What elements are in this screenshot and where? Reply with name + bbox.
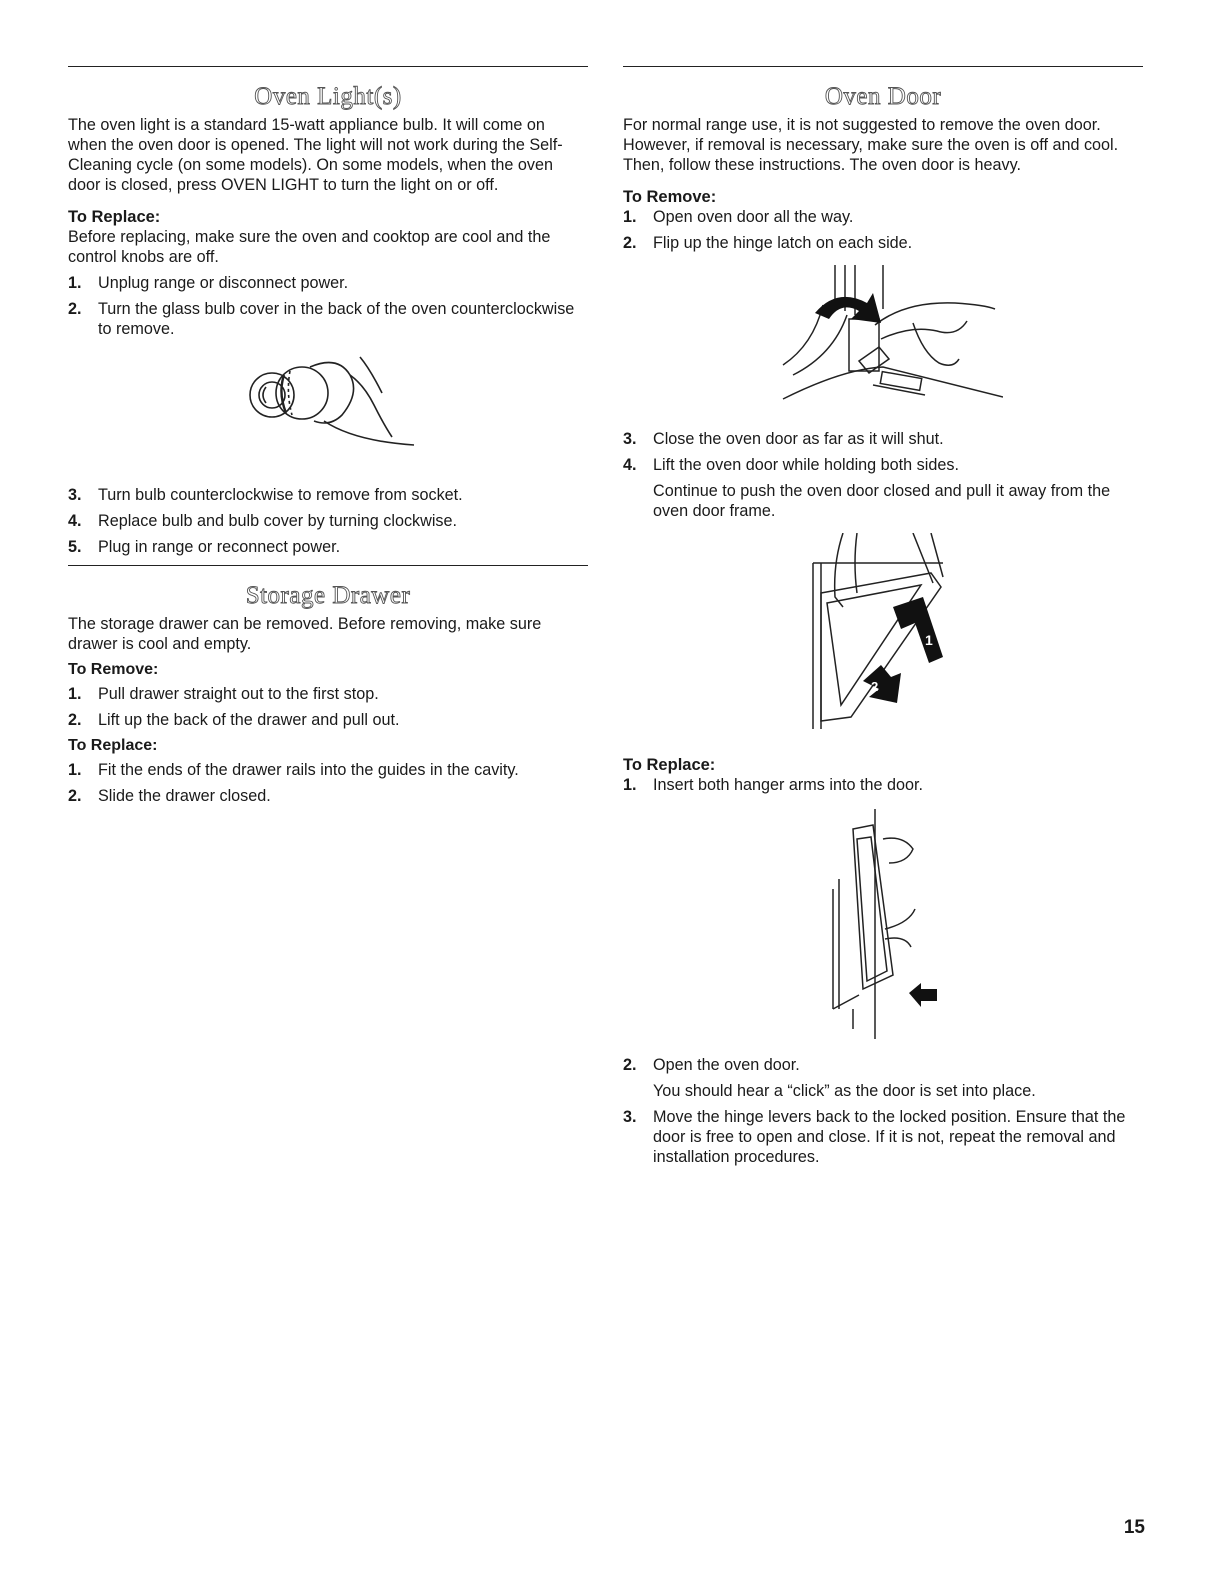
bulb-cover-illustration xyxy=(240,347,440,467)
oven-door-replace-heading: To Replace: xyxy=(623,756,716,774)
list-item: 2. Lift up the back of the drawer and pull out. xyxy=(68,711,400,729)
oven-door-replace-step-2-note: You should hear a “click” as the door is set into place. xyxy=(653,1082,1036,1100)
storage-drawer-replace-steps xyxy=(68,760,588,806)
section-rule xyxy=(68,565,588,566)
storage-drawer-replace-heading: To Replace: xyxy=(68,737,158,754)
lift-arrow-icon xyxy=(893,597,943,663)
oven-door-title: Oven Door xyxy=(824,83,942,110)
hinge-latch-illustration xyxy=(763,265,1003,415)
oven-door-replace-step-1 xyxy=(623,775,1143,795)
list-item: 2. Turn the glass bulb cover in the back of the oven counterclockwise to remove. xyxy=(68,300,575,338)
oven-lights-steps-b xyxy=(68,485,588,557)
storage-drawer-intro: The storage drawer can be removed. Before removing, make sure drawer is cool and empty. xyxy=(68,615,542,653)
list-item: 3. Move the hinge levers back to the locked position. Ensure that the door is free to open and close. If it is not, repeat the removal and installation procedures. xyxy=(623,1108,1126,1166)
list-item: 2. Open the oven door. xyxy=(623,1056,800,1074)
pull-arrow-icon xyxy=(863,665,901,703)
hanger-arms-illustration xyxy=(813,809,953,1039)
oven-lights-replace-note: Before replacing, make sure the oven and cooktop are cool and the control knobs are off. xyxy=(68,228,551,266)
storage-drawer-remove-steps xyxy=(68,684,588,730)
list-item: 3. Turn bulb counterclockwise to remove from socket. xyxy=(68,486,463,504)
oven-lights-replace-heading: To Replace: xyxy=(68,208,161,226)
oven-door-remove-heading: To Remove: xyxy=(623,188,717,206)
oven-lights-title: Oven Light(s) xyxy=(254,83,402,110)
door-removal-illustration xyxy=(793,533,973,733)
list-item: 1. Pull drawer straight out to the first stop. xyxy=(68,685,379,703)
section-rule xyxy=(623,66,1143,67)
rotate-arrow-icon xyxy=(815,293,881,323)
list-item: 1. Open oven door all the way. xyxy=(623,208,854,226)
insert-arrow-icon xyxy=(909,983,937,1007)
oven-lights-steps-a xyxy=(68,273,588,339)
right-column xyxy=(623,66,1143,1167)
oven-door-remove-continue: Continue to push the oven door closed and pull it away from the oven door frame. xyxy=(653,482,1111,520)
list-item: 2. Slide the drawer closed. xyxy=(68,787,271,805)
oven-door-remove-steps-a xyxy=(623,207,1143,253)
list-item: 1. Unplug range or disconnect power. xyxy=(68,274,349,292)
list-item: 3. Close the oven door as far as it will shut. xyxy=(623,430,944,448)
list-item: 4. Lift the oven door while holding both sides. xyxy=(623,456,959,474)
oven-lights-intro: The oven light is a standard 15-watt appliance bulb. It will come on when the oven door is opened. The light will not work during the Self-Cleaning cycle (on some models). On some models, when the oven door is closed, press OVEN LIGHT to turn the light on or off. xyxy=(68,116,563,194)
section-rule xyxy=(68,66,588,67)
left-column xyxy=(68,66,588,806)
list-item: 4. Replace bulb and bulb cover by turning clockwise. xyxy=(68,512,458,530)
storage-drawer-title: Storage Drawer xyxy=(245,582,411,609)
list-item: 1. Fit the ends of the drawer rails into the guides in the cavity. xyxy=(68,761,519,779)
oven-door-replace-step-3 xyxy=(623,1107,1143,1167)
storage-drawer-remove-heading: To Remove: xyxy=(68,661,159,678)
arrow-2-label: 2 xyxy=(871,679,879,694)
oven-door-remove-steps-b xyxy=(623,429,1143,475)
arrow-1-label: 1 xyxy=(925,632,933,648)
oven-door-intro: For normal range use, it is not suggested to remove the oven door. However, if removal is necessary, make sure the oven is off and cool. Then, follow these instructions. The oven door is heavy. xyxy=(623,116,1119,174)
page-number: 15 xyxy=(1123,1517,1145,1538)
list-item: 1. Insert both hanger arms into the door. xyxy=(623,776,923,794)
oven-door-replace-step-2 xyxy=(623,1055,1143,1075)
list-item: 5. Plug in range or reconnect power. xyxy=(68,538,341,556)
list-item: 2. Flip up the hinge latch on each side. xyxy=(623,234,913,252)
